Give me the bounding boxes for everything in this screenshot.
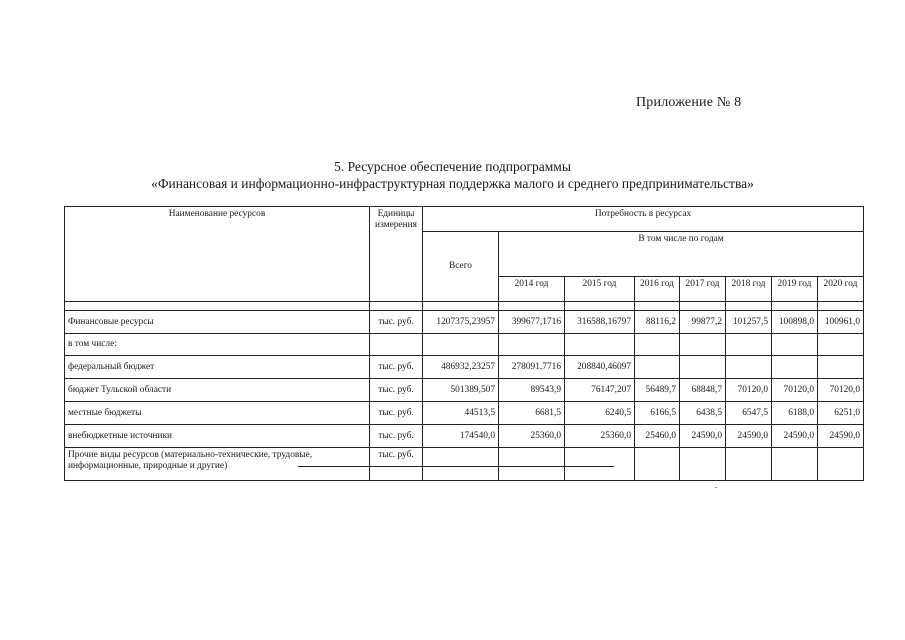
row-value: 6166,5 xyxy=(635,402,680,425)
row-value: 76147,207 xyxy=(565,379,635,402)
header-year: 2017 год xyxy=(680,277,726,302)
row-value xyxy=(635,334,680,356)
row-unit: тыс. руб. xyxy=(370,379,423,402)
row-value: 399677,1716 xyxy=(499,311,565,334)
row-value: 25360,0 xyxy=(499,425,565,448)
row-value: 70120,0 xyxy=(818,379,864,402)
row-total: 44513,5 xyxy=(423,402,499,425)
row-unit: тыс. руб. xyxy=(370,311,423,334)
row-value: 24590,0 xyxy=(680,425,726,448)
table-row xyxy=(65,334,864,356)
row-value xyxy=(635,448,680,481)
row-value: 6251,0 xyxy=(818,402,864,425)
row-total: 1207375,23957 xyxy=(423,311,499,334)
row-name: местные бюджеты xyxy=(65,402,370,425)
row-value xyxy=(565,334,635,356)
row-total: 174540,0 xyxy=(423,425,499,448)
row-value xyxy=(565,448,635,481)
row-value: 278091,7716 xyxy=(499,356,565,379)
document-title xyxy=(0,158,905,192)
header-years-group: В том числе по годам xyxy=(499,232,864,277)
row-unit: тыс. руб. xyxy=(370,356,423,379)
row-value: 25360,0 xyxy=(565,425,635,448)
row-value: 99877,2 xyxy=(680,311,726,334)
scan-speck xyxy=(715,487,717,488)
header-total: Всего xyxy=(423,232,499,302)
appendix-label: Приложение № 8 xyxy=(636,95,742,110)
row-value: 6681,5 xyxy=(499,402,565,425)
header-year: 2016 год xyxy=(635,277,680,302)
row-value: 6188,0 xyxy=(772,402,818,425)
row-name: Прочие виды ресурсов (материально-технические, трудовые, информационные, природные и другие) xyxy=(65,448,370,481)
row-value: 88116,2 xyxy=(635,311,680,334)
header-year: 2020 год xyxy=(818,277,864,302)
header-year: 2018 год xyxy=(726,277,772,302)
row-value xyxy=(818,356,864,379)
row-value xyxy=(818,334,864,356)
row-value: 24590,0 xyxy=(726,425,772,448)
row-name: бюджет Тульской области xyxy=(65,379,370,402)
row-value: 6547,5 xyxy=(726,402,772,425)
header-year: 2014 год xyxy=(499,277,565,302)
row-value xyxy=(680,356,726,379)
header-need: Потребность в ресурсах xyxy=(423,207,864,232)
spacer-row xyxy=(65,302,864,311)
row-unit: тыс. руб. xyxy=(370,425,423,448)
row-total xyxy=(423,448,499,481)
row-value: 70120,0 xyxy=(772,379,818,402)
table-row xyxy=(65,379,864,402)
row-value xyxy=(680,448,726,481)
row-name: в том числе: xyxy=(65,334,370,356)
resource-table xyxy=(64,206,864,481)
title-line-1: 5. Ресурсное обеспечение подпрограммы xyxy=(334,159,571,174)
row-value xyxy=(726,448,772,481)
header-resource-name: Наименование ресурсов xyxy=(65,207,370,302)
row-value: 100961,0 xyxy=(818,311,864,334)
row-value xyxy=(499,448,565,481)
row-value xyxy=(726,334,772,356)
row-value: 89543,9 xyxy=(499,379,565,402)
row-value: 56489,7 xyxy=(635,379,680,402)
row-value: 70120,0 xyxy=(726,379,772,402)
row-total xyxy=(423,334,499,356)
row-unit: тыс. руб. xyxy=(370,448,423,481)
row-name: внебюджетные источники xyxy=(65,425,370,448)
row-value xyxy=(499,334,565,356)
row-value: 24590,0 xyxy=(818,425,864,448)
row-value: 24590,0 xyxy=(772,425,818,448)
table-row xyxy=(65,402,864,425)
table-row xyxy=(65,425,864,448)
row-value: 208840,46097 xyxy=(565,356,635,379)
header-year: 2015 год xyxy=(565,277,635,302)
row-unit xyxy=(370,334,423,356)
title-line-2: «Финансовая и информационно-инфраструктурная поддержка малого и среднего предпринимательства» xyxy=(151,176,754,191)
closing-rule xyxy=(298,466,614,467)
table-row xyxy=(65,356,864,379)
row-value: 25460,0 xyxy=(635,425,680,448)
table-row xyxy=(65,448,864,481)
row-value xyxy=(772,334,818,356)
row-value: 101257,5 xyxy=(726,311,772,334)
row-value: 6240,5 xyxy=(565,402,635,425)
row-value: 68848,7 xyxy=(680,379,726,402)
row-total: 501389,507 xyxy=(423,379,499,402)
row-total: 486932,23257 xyxy=(423,356,499,379)
row-value: 100898,0 xyxy=(772,311,818,334)
row-value: 316588,16797 xyxy=(565,311,635,334)
row-value xyxy=(772,448,818,481)
row-value xyxy=(818,448,864,481)
row-value xyxy=(772,356,818,379)
row-value: 6438,5 xyxy=(680,402,726,425)
row-name: федеральный бюджет xyxy=(65,356,370,379)
row-value xyxy=(726,356,772,379)
table-row xyxy=(65,311,864,334)
row-value xyxy=(635,356,680,379)
row-value xyxy=(680,334,726,356)
row-unit: тыс. руб. xyxy=(370,402,423,425)
row-name: Финансовые ресурсы xyxy=(65,311,370,334)
header-unit: Единицы измерения xyxy=(370,207,423,302)
header-year: 2019 год xyxy=(772,277,818,302)
